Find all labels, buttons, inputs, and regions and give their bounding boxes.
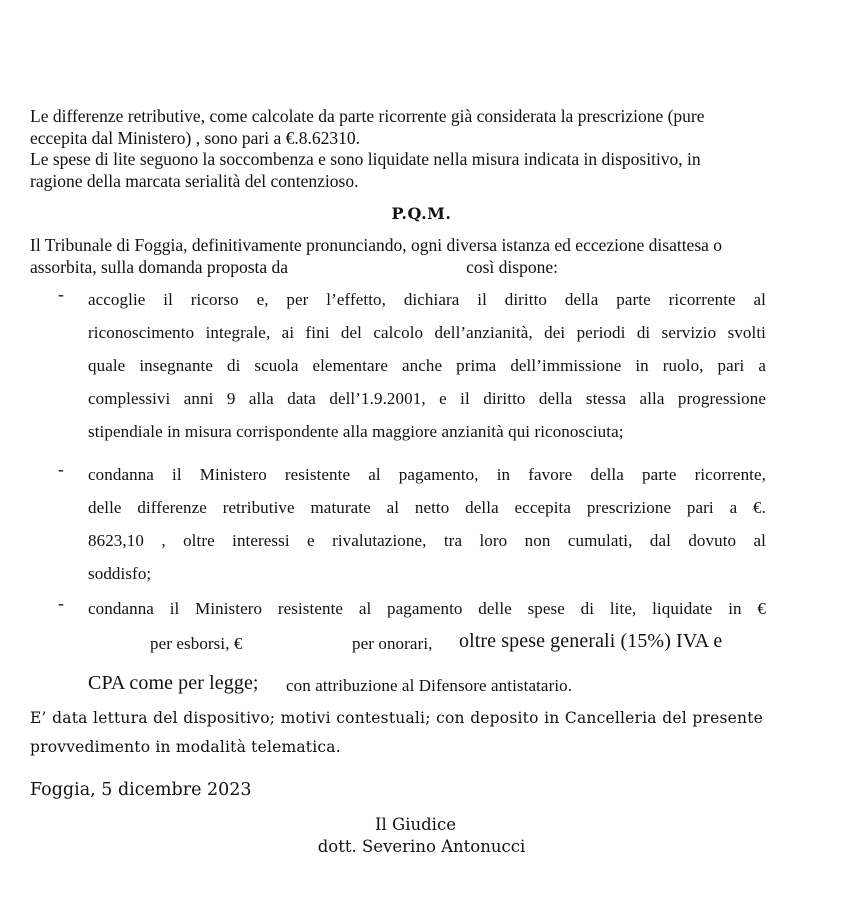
decision-paragraph <box>30 234 722 278</box>
list-line <box>88 625 766 661</box>
section-heading: P.Q.M. <box>391 204 452 223</box>
list-line: quale insegnante di scuola elementare anche prima dell’immissione in ruolo, pari a <box>88 356 766 375</box>
intro-line: Le differenze retributive, come calcolate da parte ricorrente già considerata la prescrizione (pure <box>30 106 705 126</box>
list-bullet: - <box>58 593 64 613</box>
judge-role: Il Giudice <box>375 815 456 834</box>
list-text: per onorari, <box>352 634 433 653</box>
list-text: oltre spese generali (15%) IVA e <box>459 630 723 652</box>
list-line: condanna il Ministero resistente al pagamento, in favore della parte ricorrente, <box>88 465 766 484</box>
closing-paragraph <box>30 704 763 762</box>
list-text: CPA come per legge; <box>88 672 259 694</box>
list-line: condanna il Ministero resistente al pagamento delle spese di lite, liquidate in € <box>88 599 766 618</box>
list-line: delle differenze retributive maturate al netto della eccepita prescrizione pari a €. <box>88 498 766 517</box>
document-date: Foggia, 5 dicembre 2023 <box>30 780 252 800</box>
list-line: accoglie il ricorso e, per l’effetto, dichiara il diritto della parte ricorrente al <box>88 290 766 309</box>
list-line: complessivi anni 9 alla data dell’1.9.2001, e il diritto della stessa alla progressione <box>88 389 766 408</box>
judge-name: dott. Severino Antonucci <box>317 837 526 856</box>
list-line: riconoscimento integrale, ai fini del calcolo dell’anzianità, dei periodi di servizio svolti <box>88 323 766 342</box>
list-item-text <box>88 458 766 590</box>
decision-line <box>30 256 722 278</box>
closing-line: provvedimento in modalità telematica. <box>30 738 341 756</box>
list-line <box>88 661 766 697</box>
list-line: soddisfo; <box>88 564 152 583</box>
list-item-text <box>88 283 766 448</box>
closing-line: E’ data lettura del dispositivo; motivi contestuali; con deposito in Cancelleria del presente <box>30 709 763 727</box>
decision-text: assorbita, sulla domanda proposta da <box>30 257 289 277</box>
list-line: stipendiale in misura corrispondente alla maggiore anzianità qui riconosciuta; <box>88 422 624 441</box>
intro-line: ragione della marcata serialità del contenzioso. <box>30 170 359 191</box>
list-text: con attribuzione al Difensore antistatario. <box>286 676 573 695</box>
list-bullet: - <box>58 284 64 304</box>
list-line: 8623,10 , oltre interessi e rivalutazione, tra loro non cumulati, dal dovuto al <box>88 531 766 550</box>
intro-line: eccepita dal Ministero) , sono pari a €.8.62310. <box>30 127 360 148</box>
list-item-text <box>88 592 766 697</box>
decision-line: Il Tribunale di Foggia, definitivamente pronunciando, ogni diversa istanza ed eccezione disattesa o <box>30 235 723 255</box>
list-text: per esborsi, € <box>150 634 243 653</box>
signature-block <box>0 814 843 858</box>
intro-line: Le spese di lite seguono la soccombenza e sono liquidate nella misura indicata in dispositivo, in <box>30 149 701 169</box>
intro-paragraph <box>30 106 705 192</box>
list-bullet: - <box>58 459 64 479</box>
decision-text: così dispone: <box>466 257 558 277</box>
